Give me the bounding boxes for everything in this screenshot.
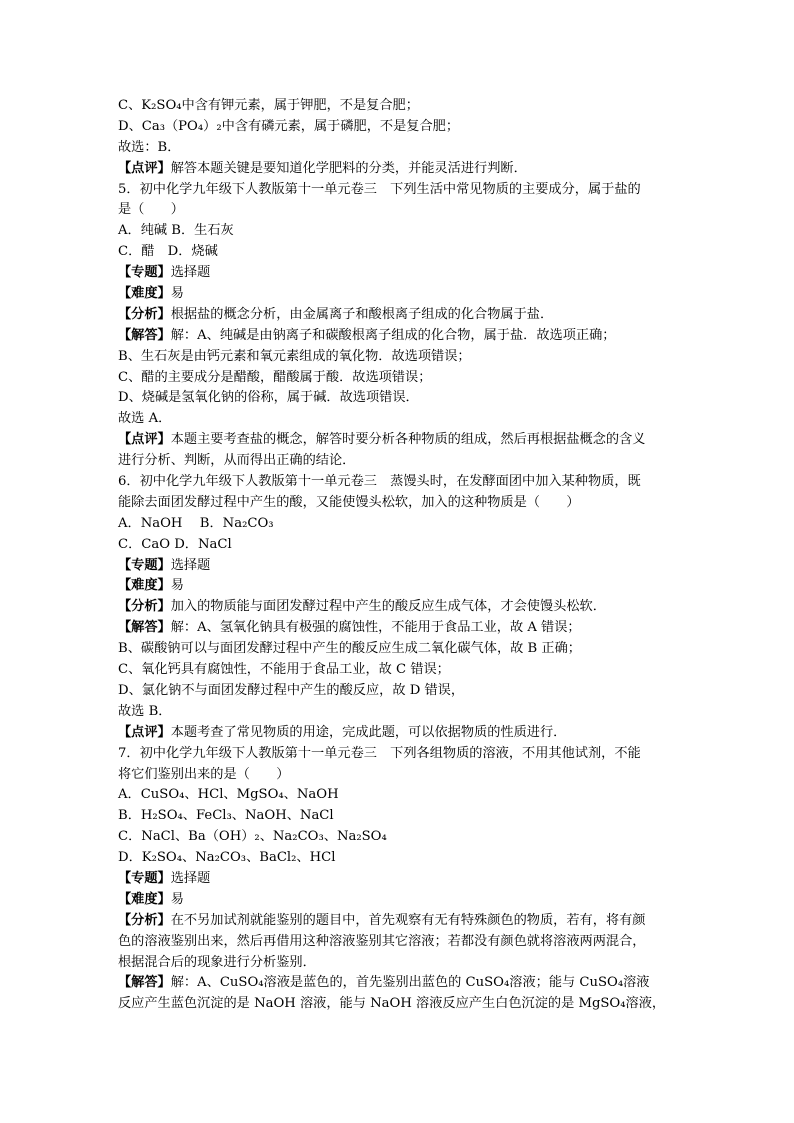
text-line <box>118 785 688 806</box>
text-line <box>118 409 688 430</box>
text-line <box>118 639 688 660</box>
line-text: 进行分析、判断，从而得出正确的结论． <box>118 453 356 469</box>
text-line <box>118 430 688 451</box>
text-line <box>118 242 688 263</box>
line-text: C、K₂SO₄中含有钾元素，属于钾肥，不是复合肥； <box>118 98 419 113</box>
text-line <box>118 284 688 305</box>
line-text: A．纯碱 B．生石灰 <box>118 223 234 239</box>
section-tag: 【专题】 <box>118 265 171 281</box>
line-text: 易 <box>170 891 184 907</box>
text-line <box>118 514 688 535</box>
section-tag: 【解答】 <box>118 327 171 343</box>
section-tag: 【解答】 <box>118 975 171 991</box>
line-text: A．NaOH B．Na₂CO₃ <box>118 515 274 531</box>
line-text: 解：A、氢氧化钠具有极强的腐蚀性，不能用于食品工业，故 A 错误； <box>170 620 581 636</box>
line-text: C、氧化钙具有腐蚀性，不能用于食品工业，故 C 错误； <box>118 662 450 678</box>
line-text: C．NaCl、Ba（OH）₂、Na₂CO₃、Na₂SO₄ <box>118 829 387 845</box>
line-text: 解：A、CuSO₄溶液是蓝色的，首先鉴别出蓝色的 CuSO₄溶液；能与 CuSO₄溶液 <box>170 975 650 991</box>
line-text: 加入的物质能与面团发酵过程中产生的酸反应生成气体，才会使馒头松软． <box>170 599 606 615</box>
text-line <box>118 932 688 953</box>
line-text: 7．初中化学九年级下人教版第十一单元卷三 下列各组物质的溶液，不用其他试剂，不能 <box>118 745 641 761</box>
section-tag: 【点评】 <box>118 432 171 448</box>
text-line <box>118 159 688 180</box>
line-text: 解答本题关键是要知道化学肥料的分类，并能灵活进行判断． <box>170 160 527 176</box>
line-text: 解：A、纯碱是由钠离子和碳酸根离子组成的化合物，属于盐．故选项正确； <box>170 327 616 343</box>
line-text: D．K₂SO₄、Na₂CO₃、BaCl₂、HCl <box>118 850 336 866</box>
text-line <box>118 138 688 159</box>
line-text: C．CaO D．NaCl <box>118 536 232 552</box>
line-text: 选择题 <box>170 557 211 573</box>
line-text: 故选：B． <box>118 139 181 155</box>
text-line <box>118 472 688 493</box>
text-line <box>118 848 688 869</box>
line-text: B．H₂SO₄、FeCl₃、NaOH、NaCl <box>118 808 334 824</box>
line-text: 根据盐的概念分析，由金属离子和酸根离子组成的化合物属于盐． <box>170 306 554 322</box>
line-text: A．CuSO₄、HCl、MgSO₄、NaOH <box>118 787 339 803</box>
document-page <box>118 96 688 1015</box>
text-line <box>118 723 688 744</box>
line-text: 5．初中化学九年级下人教版第十一单元卷三 下列生活中常见物质的主要成分，属于盐的 <box>118 181 641 197</box>
text-line <box>118 221 688 242</box>
text-line <box>118 305 688 326</box>
text-line <box>118 660 688 681</box>
text-line <box>118 347 688 368</box>
text-line <box>118 326 688 347</box>
section-tag: 【难度】 <box>118 891 171 907</box>
section-tag: 【分析】 <box>118 912 171 928</box>
text-line <box>118 200 688 221</box>
text-line <box>118 556 688 577</box>
line-text: 易 <box>170 286 184 302</box>
line-text: 根据混合后的现象进行分析鉴别． <box>118 954 316 970</box>
line-text: 故选 A． <box>118 411 172 427</box>
line-text: 选择题 <box>170 265 211 281</box>
line-text: 本题考查了常见物质的用途，完成此题，可以依据物质的性质进行． <box>170 724 567 740</box>
section-tag: 【点评】 <box>118 724 171 740</box>
text-line <box>118 827 688 848</box>
text-line <box>118 180 688 201</box>
text-line <box>118 869 688 890</box>
section-tag: 【点评】 <box>118 160 171 176</box>
section-tag: 【分析】 <box>118 599 171 615</box>
line-text: 易 <box>170 578 184 594</box>
text-line <box>118 263 688 284</box>
line-text: D、氯化钠不与面团发酵过程中产生的酸反应，故 D 错误， <box>118 682 465 698</box>
text-line <box>118 890 688 911</box>
line-text: D、烧碱是氢氧化钠的俗称，属于碱．故选项错误． <box>118 390 419 406</box>
text-line <box>118 576 688 597</box>
text-line <box>118 117 688 138</box>
text-line <box>118 535 688 556</box>
line-text: B、生石灰是由钙元素和氧元素组成的氧化物．故选项错误； <box>118 348 471 364</box>
line-text: 6．初中化学九年级下人教版第十一单元卷三 蒸馒头时，在发酵面团中加入某种物质，既 <box>118 474 641 490</box>
text-line <box>118 618 688 639</box>
line-text: C、醋的主要成分是醋酸，醋酸属于酸．故选项错误； <box>118 369 432 385</box>
text-line <box>118 973 688 994</box>
text-line <box>118 702 688 723</box>
line-text: 能除去面团发酵过程中产生的酸，又能使馒头松软，加入的这种物质是（ ） <box>118 494 580 510</box>
text-line <box>118 493 688 514</box>
line-text: 是（ ） <box>118 202 184 218</box>
text-line <box>118 806 688 827</box>
section-tag: 【解答】 <box>118 620 171 636</box>
section-tag: 【专题】 <box>118 557 171 573</box>
section-tag: 【难度】 <box>118 578 171 594</box>
text-line <box>118 911 688 932</box>
section-tag: 【难度】 <box>118 286 171 302</box>
line-text: 选择题 <box>170 870 211 886</box>
text-line <box>118 368 688 389</box>
line-text: 色的溶液鉴别出来，然后再借用这种溶液鉴别其它溶液；若都没有颜色就将溶液两两混合， <box>118 933 646 949</box>
line-text: 本题主要考查盐的概念，解答时要分析各种物质的组成，然后再根据盐概念的含义 <box>170 432 646 448</box>
text-line <box>118 953 688 974</box>
line-text: B、碳酸钠可以与面团发酵过程中产生的酸反应生成二氧化碳气体，故 B 正确； <box>118 641 581 657</box>
text-line <box>118 994 688 1015</box>
section-tag: 【专题】 <box>118 870 171 886</box>
text-line <box>118 96 688 117</box>
line-text: 反应产生蓝色沉淀的是 NaOH 溶液，能与 NaOH 溶液反应产生白色沉淀的是 MgSO₄溶液， <box>118 996 666 1012</box>
text-line <box>118 388 688 409</box>
line-text: 在不另加试剂就能鉴别的题目中，首先观察有无有特殊颜色的物质，若有，将有颜 <box>170 912 646 928</box>
text-line <box>118 744 688 765</box>
line-text: 故选 B． <box>118 703 172 719</box>
line-text: 将它们鉴别出来的是（ ） <box>118 766 290 782</box>
section-tag: 【分析】 <box>118 306 171 322</box>
text-line <box>118 681 688 702</box>
line-text: D、Ca₃（PO₄）₂中含有磷元素，属于磷肥，不是复合肥； <box>118 118 460 134</box>
text-line <box>118 765 688 786</box>
line-text: C．醋 D．烧碱 <box>118 244 218 260</box>
text-line <box>118 597 688 618</box>
text-line <box>118 451 688 472</box>
